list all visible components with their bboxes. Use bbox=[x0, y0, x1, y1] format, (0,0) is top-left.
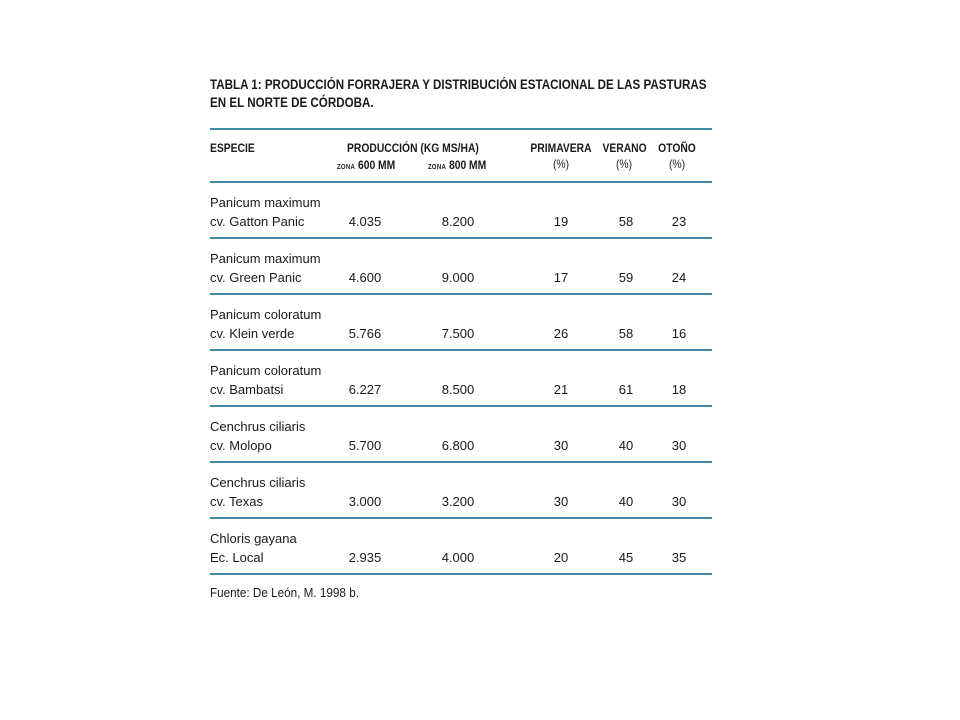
otono-value: 30 bbox=[671, 438, 687, 453]
species-cultivar: cv. Molopo bbox=[210, 438, 272, 453]
species-cultivar: cv. Green Panic bbox=[210, 270, 302, 285]
table-row bbox=[210, 295, 712, 349]
table-title bbox=[210, 76, 707, 112]
source-note: Fuente: De León, M. 1998 b. bbox=[210, 585, 359, 600]
primavera-value: 20 bbox=[553, 550, 569, 565]
table-row bbox=[210, 351, 712, 405]
species-name: Panicum maximum bbox=[210, 251, 321, 266]
table-row bbox=[210, 463, 712, 517]
produccion-600-value: 4.600 bbox=[348, 270, 382, 285]
zona-600-value: 600 MM bbox=[357, 158, 396, 172]
table-row bbox=[210, 239, 712, 293]
primavera-value: 26 bbox=[553, 326, 569, 341]
produccion-800-value: 7.500 bbox=[441, 326, 475, 341]
produccion-600-value: 2.935 bbox=[348, 550, 382, 565]
produccion-800-value: 6.800 bbox=[441, 438, 475, 453]
species-name: Cenchrus ciliaris bbox=[210, 419, 306, 434]
header-primavera-unit: (%) bbox=[552, 157, 570, 171]
verano-value: 45 bbox=[618, 550, 634, 565]
table-row bbox=[210, 519, 712, 573]
verano-value: 58 bbox=[618, 326, 634, 341]
species-cultivar: cv. Gatton Panic bbox=[210, 214, 305, 229]
species-name: Panicum coloratum bbox=[210, 363, 322, 378]
verano-value: 59 bbox=[618, 270, 634, 285]
produccion-600-value: 6.227 bbox=[348, 382, 382, 397]
produccion-600-value: 5.700 bbox=[348, 438, 382, 453]
primavera-value: 19 bbox=[553, 214, 569, 229]
species-name: Panicum coloratum bbox=[210, 307, 322, 322]
zona-600-prefix: ZONA bbox=[337, 164, 356, 171]
table-document bbox=[210, 76, 712, 602]
header-especie: ESPECIE bbox=[210, 141, 255, 155]
title-line-1: TABLA 1: PRODUCCIÓN FORRAJERA Y DISTRIBUCIÓN ESTACIONAL DE LAS PASTURAS bbox=[210, 77, 707, 92]
otono-value: 24 bbox=[671, 270, 687, 285]
header-verano bbox=[603, 140, 646, 172]
primavera-value: 17 bbox=[553, 270, 569, 285]
header-otono-unit: (%) bbox=[668, 157, 686, 171]
header-otono-label: OTOÑO bbox=[658, 141, 696, 155]
table-row bbox=[210, 407, 712, 461]
produccion-600-value: 3.000 bbox=[348, 494, 382, 509]
species-cultivar: Ec. Local bbox=[210, 550, 264, 565]
produccion-600-value: 5.766 bbox=[348, 326, 382, 341]
header-produccion: PRODUCCIÓN (KG MS/HA) bbox=[347, 141, 479, 155]
species-name: Chloris gayana bbox=[210, 531, 297, 546]
table-bottom-rule bbox=[210, 573, 712, 575]
produccion-600-value: 4.035 bbox=[348, 214, 382, 229]
header-primavera bbox=[528, 140, 593, 172]
produccion-800-value: 3.200 bbox=[441, 494, 475, 509]
verano-value: 61 bbox=[618, 382, 634, 397]
header-verano-label: VERANO bbox=[602, 141, 647, 155]
header-zona-800 bbox=[428, 157, 486, 176]
species-cultivar: cv. Klein verde bbox=[210, 326, 295, 341]
header-zona-600 bbox=[337, 157, 395, 176]
zona-800-value: 800 MM bbox=[448, 158, 487, 172]
table-body bbox=[210, 183, 712, 575]
species-cultivar: cv. Texas bbox=[210, 494, 263, 509]
title-line-2: EN EL NORTE DE CÓRDOBA. bbox=[210, 95, 374, 110]
produccion-800-value: 9.000 bbox=[441, 270, 475, 285]
primavera-value: 30 bbox=[553, 438, 569, 453]
table-header bbox=[210, 130, 712, 181]
header-otono bbox=[657, 140, 697, 172]
species-name: Panicum maximum bbox=[210, 195, 321, 210]
primavera-value: 21 bbox=[553, 382, 569, 397]
produccion-800-value: 8.500 bbox=[441, 382, 475, 397]
otono-value: 18 bbox=[671, 382, 687, 397]
header-primavera-label: PRIMAVERA bbox=[530, 141, 592, 155]
zona-800-prefix: ZONA bbox=[428, 164, 447, 171]
header-verano-unit: (%) bbox=[615, 157, 633, 171]
verano-value: 40 bbox=[618, 438, 634, 453]
species-cultivar: cv. Bambatsi bbox=[210, 382, 284, 397]
produccion-800-value: 4.000 bbox=[441, 550, 475, 565]
otono-value: 30 bbox=[671, 494, 687, 509]
verano-value: 58 bbox=[618, 214, 634, 229]
primavera-value: 30 bbox=[553, 494, 569, 509]
species-name: Cenchrus ciliaris bbox=[210, 475, 306, 490]
otono-value: 23 bbox=[671, 214, 687, 229]
otono-value: 16 bbox=[671, 326, 687, 341]
table-row bbox=[210, 183, 712, 237]
verano-value: 40 bbox=[618, 494, 634, 509]
produccion-800-value: 8.200 bbox=[441, 214, 475, 229]
otono-value: 35 bbox=[671, 550, 687, 565]
